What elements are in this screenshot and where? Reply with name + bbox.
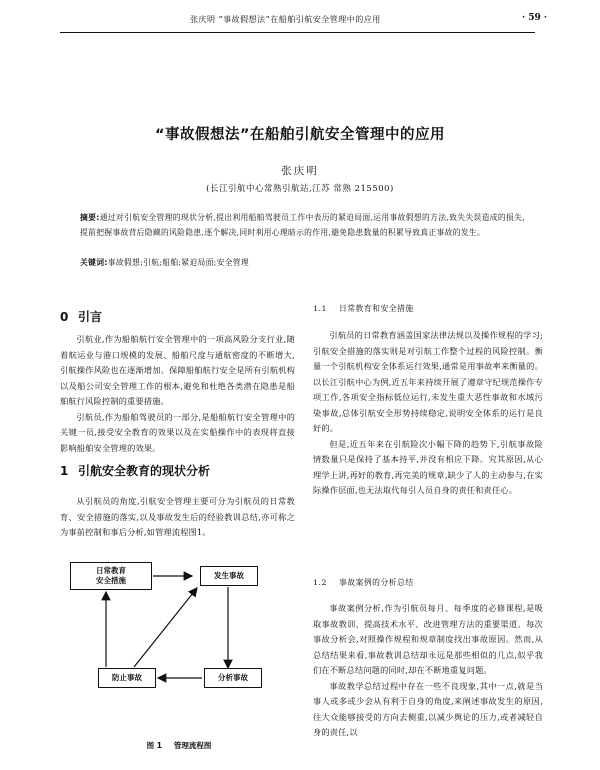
section-title: 引航安全教育的现状分析 [78,464,211,478]
box-accident: 发生事故 [200,566,258,586]
section-title: 引言 [78,310,103,324]
header-rule [60,32,535,33]
section-title: 事故案例的分析总结 [339,578,414,587]
section-number: 1.1 [313,304,327,313]
caption-number: 图 1 [146,741,162,750]
abstract [80,210,525,240]
arrow-prevent-to-accident [134,588,197,667]
paragraph: 但是,近五年来在引航险次小幅下降的趋势下,引航事故险情数量只是保持了基本持平,并没有相应下降。究其原因,从心理学上讲,再好的教育,再完美的规章,缺少了人的主动参与,在实际操作层面,也无法取代每引人员自身的责任和责任心。 [313,438,543,495]
figure-1-flowchart [60,560,300,735]
section-1-1-heading [313,303,414,314]
paragraph: 从引航员的角度,引航安全管理主要可分为引航员的日常教育、安全措施的落实,以及事故发生后的经验教训总结,亦可称之为事前控制和事后分析,如管理流程图1。 [60,496,295,537]
keywords-text: 事故假想;引航;船舶;紧迫局面;安全管理 [107,258,249,267]
running-header: 张庆明 “事故假想法”在船舶引航安全管理中的应用 [190,15,381,24]
section-0-heading [60,308,102,325]
box-daily-education: 日常教育 安全措施 [70,562,152,590]
affiliation: (长江引航中心常熟引航站,江苏 常熟 215500) [206,184,394,194]
article-title: “事故假想法”在船舶引航安全管理中的应用 [154,127,446,143]
section-1-2-heading [313,577,414,588]
keywords [80,257,525,268]
abstract-text: 通过对引航安全管理的现状分析,提出利用船舶驾驶员工作中表历的紧迫局面,运用事故假想的方法,致失失误造成的损失,提前把握事故背后隐藏的风险隐患,逐个解决,同时利用心理暗示的作用,避免隐患数量的积累导致真正事故的发生。 [80,213,525,237]
section-number: 0 [60,310,69,324]
section-1-1-body [313,328,543,499]
box-prevent: 防止事故 [98,668,156,688]
section-number: 1 [60,464,69,478]
box-analysis: 分析事故 [204,668,262,688]
caption-text: 管理流程图 [173,741,212,750]
paragraph: 事故案例分析,作为引航员每月、每季度的必修课程,是吸取事故教训、提高技术水平、改进管理方法的重要渠道。每次事故分析会,对照操作规程和规章制度找出事故原因。然而,从总结结果来看,事故教训总结却永远是那些相似的几点,似乎我们在不断总结问题的同时,却在不断地重复问题。 [313,603,543,675]
section-title: 日常教育和安全措施 [339,304,414,313]
abstract-label: 摘要: [80,213,100,222]
paragraph: 引航业,作为船舶航行安全管理中的一项高风险分支行业,随着航运业与港口规模的发展、船舶尺度与通航密度的不断增大,引航操作风险也在逐渐增加。保障船舶航行安全是所有引航机构以及船公司安全管理工作的根本,避免和杜绝各类潜在隐患是船舶航行风险控制的重要措施。 [60,334,295,406]
section-1-2-body [313,601,543,741]
paragraph: 引航员,作为船舶驾驶员的一部分,是船舶航行安全管理中的关键一员,接受安全教育的效果以及在实船操作中的表现将直接影响船舶安全管理的效果。 [60,411,295,453]
section-1-body [60,494,295,541]
figure-1-caption [110,740,260,751]
paragraph: 事故教学总结过程中存在一些不良现象,其中一点,就是当事人或多或少会从有利于自身的角度,来阐述事故发生的原因,往大众能够接受的方向去侧重,以减少舆论的压力,或者减轻自身的责任,以 [313,680,543,737]
section-0-body [60,332,295,456]
keywords-label: 关键词: [80,258,108,267]
author: 张庆明 [281,165,319,177]
section-number: 1.2 [313,578,327,587]
page-number: · 59 · [522,13,548,23]
paragraph: 引航员的日常教育涵盖国家法律法规以及操作规程的学习;引航安全措施的落实则是对引航工作整个过程的风险控制。衡量一个引航机构安全体系运行效果,通常是用事故率来衡量的。以长江引航中心为例,近五年来持续开展了遵章守纪规范操作专项工作,各项安全指标低位运行,未发生重大恶性事故和水域污染事故,总体引航安全形势持续稳定,说明安全体系的运行是良好的。 [313,330,543,433]
section-1-heading [60,462,210,479]
